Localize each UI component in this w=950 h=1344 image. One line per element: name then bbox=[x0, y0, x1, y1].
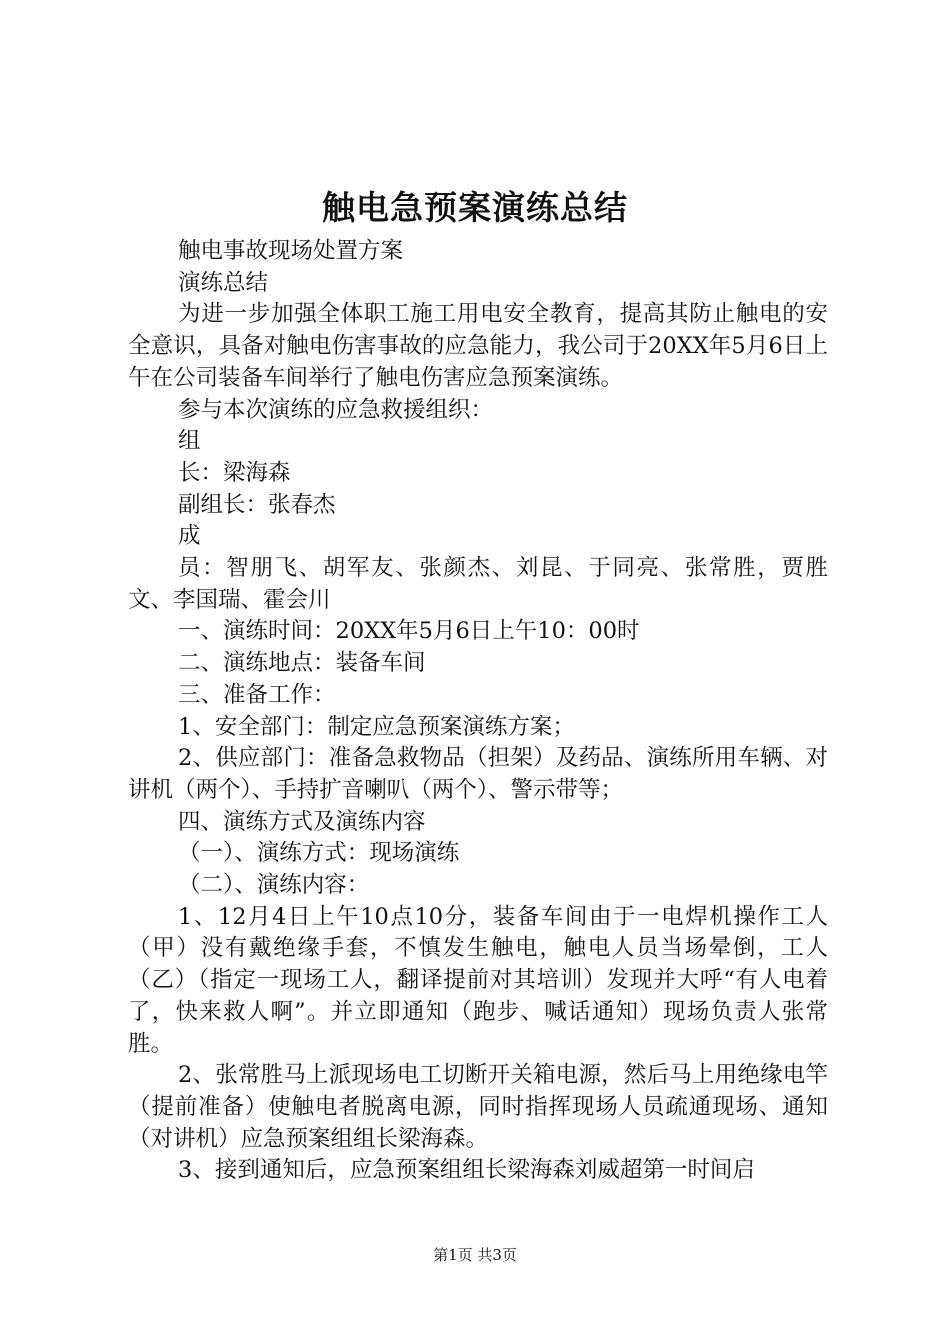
paragraph: （二）、演练内容： bbox=[178, 872, 370, 899]
paragraph: 副组长：张春杰 bbox=[178, 491, 336, 518]
document-body bbox=[128, 236, 828, 1187]
paragraph: 1、12月4日上午10点10分，装备车间由于一电焊机操作工人（甲）没有戴绝缘手套，不慎发生触电，触电人员当场晕倒，工人（乙）（指定一现场工人，翻译提前对其培训）发现并大呼“有人电着了，快来救人啊”。并立即通知（跑步、喊话通知）现场负责人张常胜。 bbox=[128, 903, 828, 1057]
paragraph: 触电事故现场处置方案 bbox=[178, 238, 404, 264]
page-total: 共3页 bbox=[477, 1246, 517, 1264]
paragraph: 二、演练地点：装备车间 bbox=[178, 650, 426, 677]
paragraph: 四、演练方式及演练内容 bbox=[178, 808, 426, 835]
paragraph: 三、准备工作： bbox=[178, 681, 336, 708]
paragraph: 2、供应部门：准备急救物品（担架）及药品、演练所用车辆、对讲机（两个）、手持扩音喇叭（两个）、警示带等； bbox=[128, 745, 828, 803]
page-number: 第1页 bbox=[433, 1246, 473, 1264]
paragraph: （一）、演练方式：现场演练 bbox=[178, 840, 460, 867]
paragraph: 演练总结 bbox=[178, 269, 269, 296]
paragraph: 3、接到通知后，应急预案组组长梁海森刘威超第一时间启 bbox=[178, 1157, 755, 1184]
paragraph: 参与本次演练的应急救援组织： bbox=[178, 396, 494, 423]
paragraph: 长：梁海森 bbox=[178, 459, 291, 486]
paragraph: 1、安全部门：制定应急预案演练方案； bbox=[178, 713, 575, 740]
paragraph: 2、张常胜马上派现场电工切断开关箱电源，然后马上用绝缘电竿（提前准备）使触电者脱离电源，同时指挥现场人员疏通现场、通知（对讲机）应急预案组组长梁海森。 bbox=[128, 1062, 828, 1152]
page-footer bbox=[0, 1244, 950, 1266]
paragraph: 成 bbox=[178, 523, 201, 550]
paragraph: 为进一步加强全体职工施工用电安全教育，提高其防止触电的安全意识，具备对触电伤害事故的应急能力，我公司于20XX年5月6日上午在公司装备车间举行了触电伤害应急预案演练。 bbox=[128, 301, 828, 391]
paragraph: 一、演练时间：20XX年5月6日上午10：00时 bbox=[178, 618, 640, 645]
paragraph: 组 bbox=[178, 428, 201, 455]
paragraph: 员：智朋飞、胡军友、张颜杰、刘昆、于同亮、张常胜，贾胜文、李国瑞、霍会川 bbox=[128, 555, 828, 613]
document-title: 触电急预案演练总结 bbox=[322, 188, 628, 227]
